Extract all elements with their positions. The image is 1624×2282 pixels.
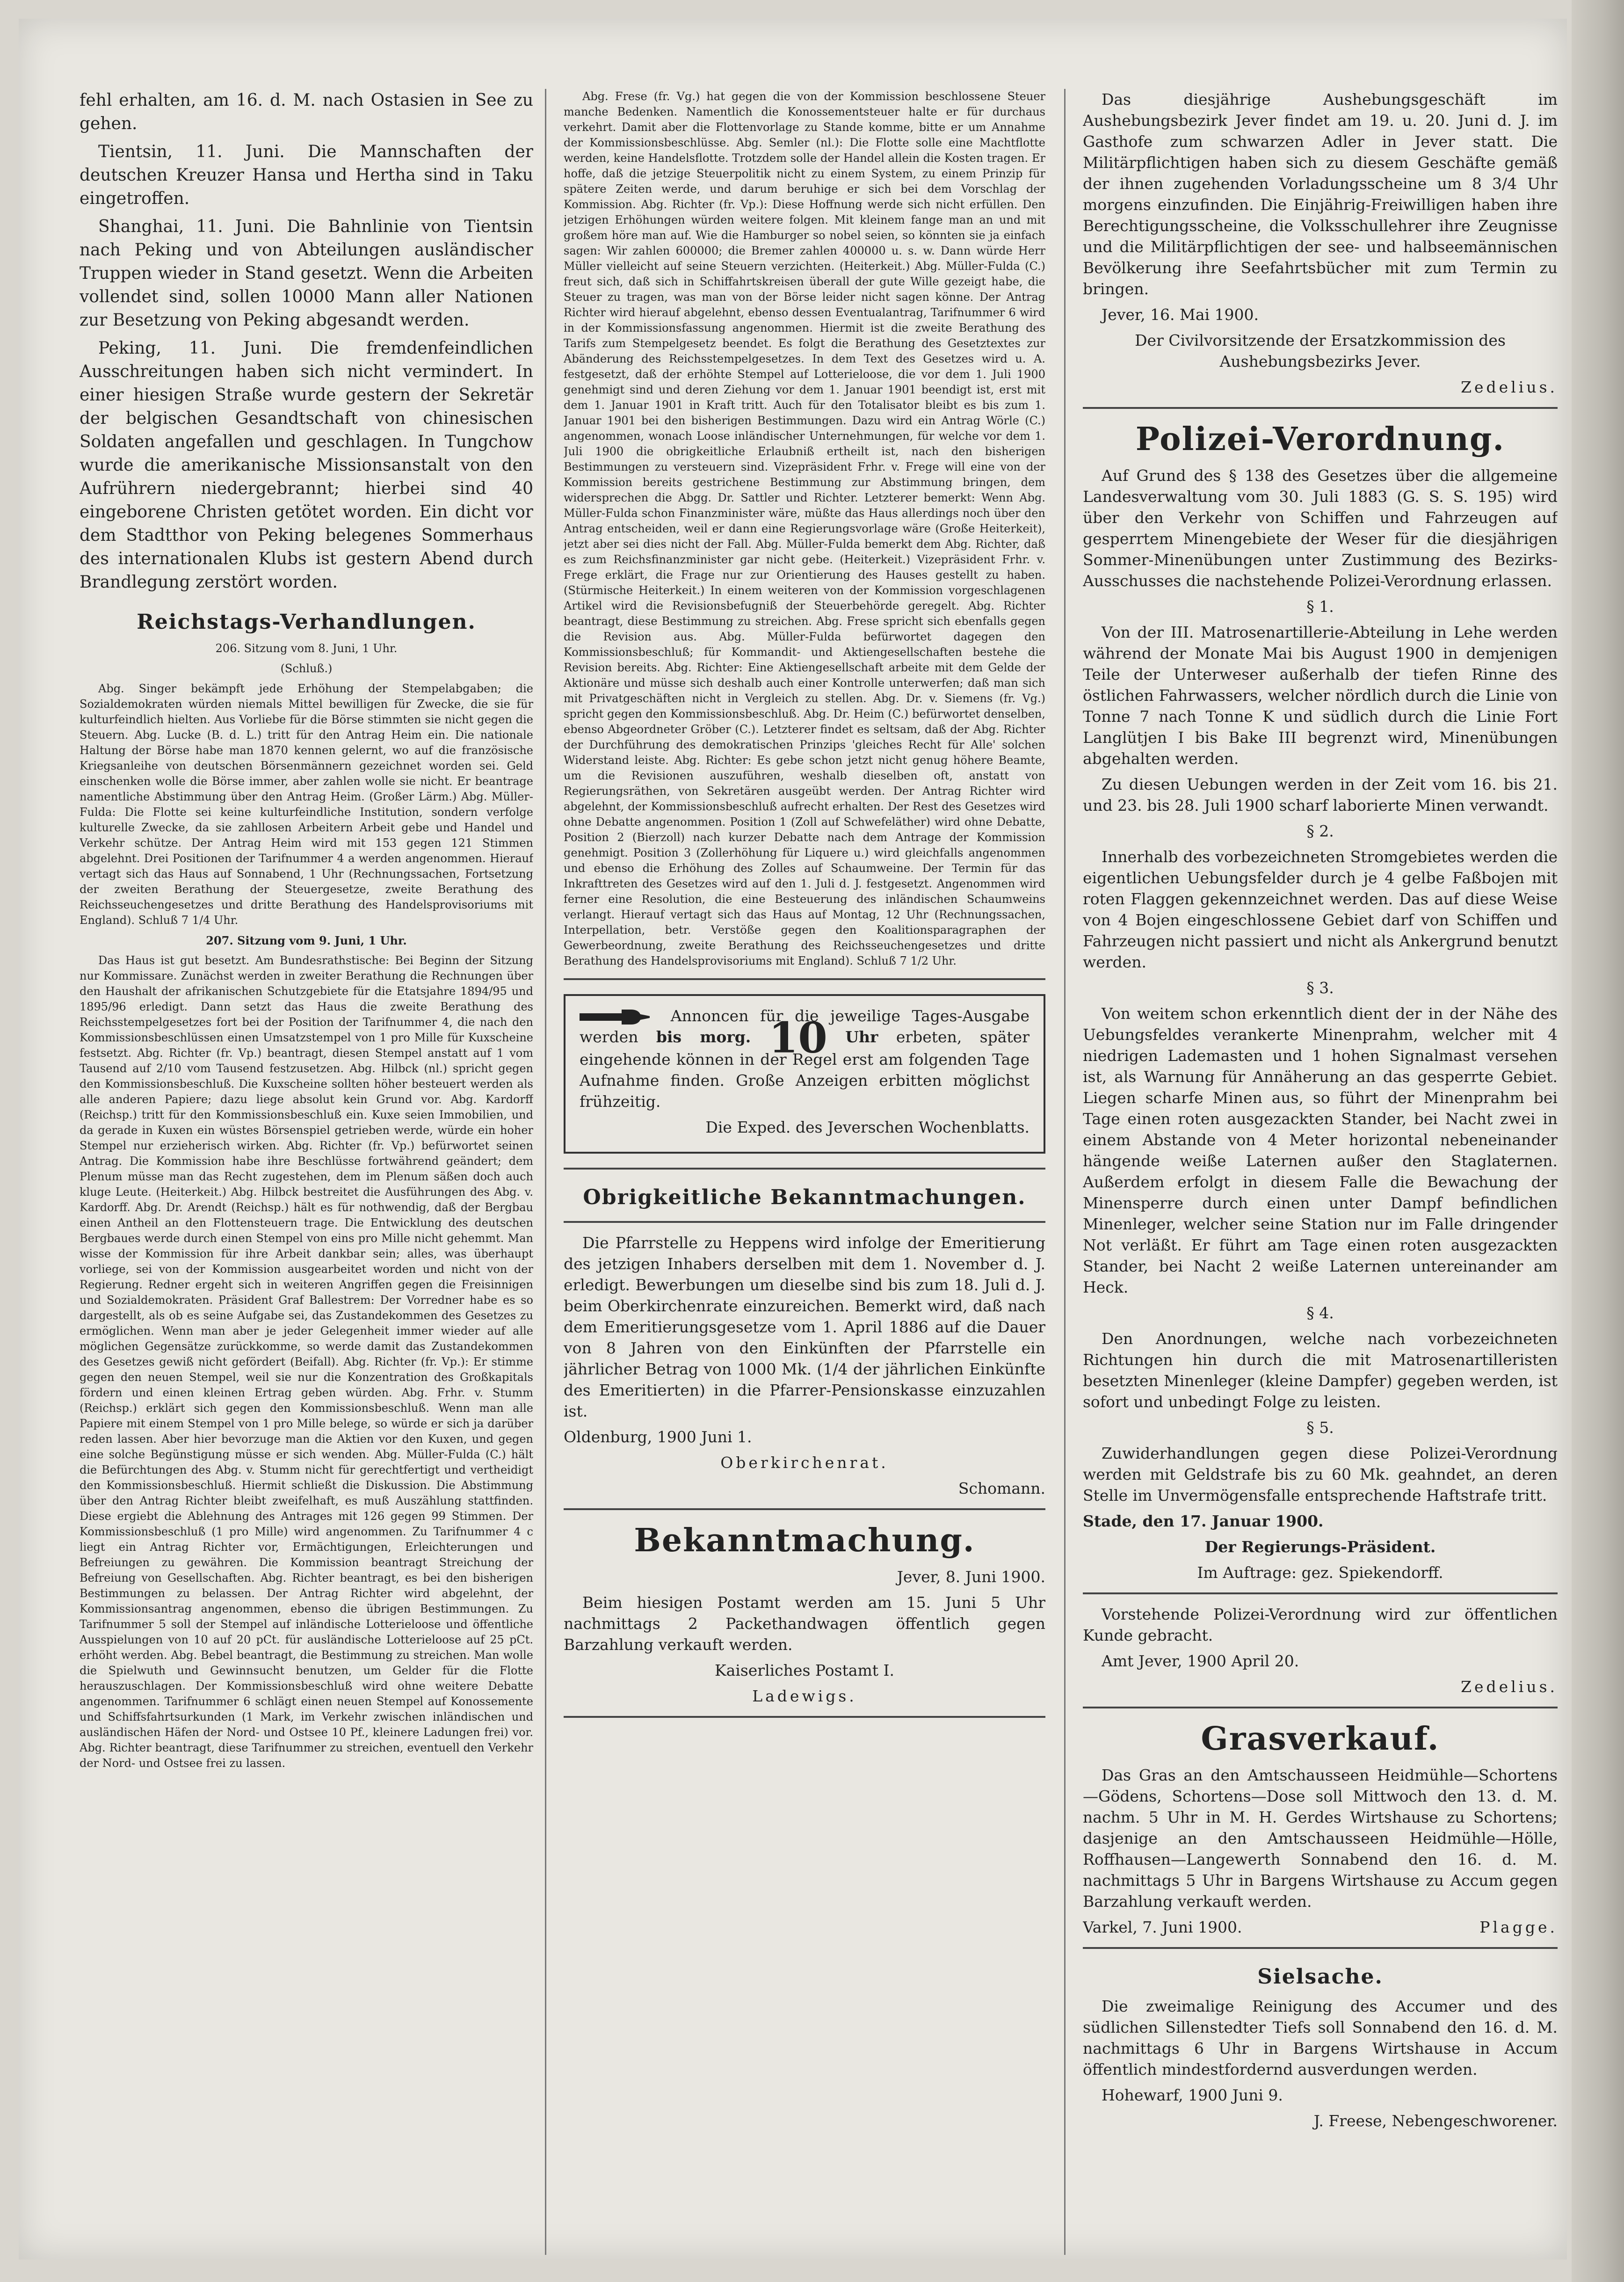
police-amt-date: Amt Jever, 1900 April 20.	[1102, 1652, 1299, 1670]
siel-text: Die zweimalige Reinigung des Accumer und des südlichen Sillenstedter Tiefs soll Sonnabend den 16. d. M. nachmittags 6 Uhr in Bargens Wirtshause in Accum öffentlich mindestfordernd ausverdungen werden.	[1083, 1997, 1558, 2079]
news-peking: Peking, 11. Juni. Die fremdenfeindlichen Ausschreitungen haben sich nicht vermindert. In einer hiesigen Straße wurde gestern der Sekretär der belgischen Gesandtschaft von chinesischen Soldaten angefallen und geschlagen. In Tungchow wurde die amerikanische Missionsanstalt von den Aufrührern niedergebrannt; hierbei sind 40 eingeborene Christen getötet worden. Ein dicht vor dem Stadtthor von Peking belegenes Sommerhaus des internationalen Klubs ist gestern Abend durch Brandlegung zerstört worden.	[80, 339, 533, 592]
aushebung-signature: Der Civilvorsitzende der Ersatzkommission des Aushebungsbezirks Jever.	[1135, 331, 1506, 371]
paragraph-number: § 1.	[1306, 597, 1334, 616]
debate-text: Abg. Frese (fr. Vg.) hat gegen die von der Kommission beschlossene Steuer manche Bedenken. Namentlich die Konossementsteuer halte er für durchaus verkehrt. Damit aber die Flottenvorlage zu Stande komme, bitte er um Annahme der Kommissionsbeschlüsse. Abg. Semler (nl.): Die Flotte solle eine Machtflotte werden, keine Handelsflotte. Trotzdem solle der Handel allein die Kosten tragen. Er hoffe, daß die jetzige Steuerpolitik nicht zu einem System, zu einem Prinzip für spätere Zeiten werde, und darum beruhige er sich bei dem Vorschlag der Kommission. Abg. Richter (fr. Vp.): Diese Hoffnung werde sich nicht erfüllen. Den jetzigen Erhöhungen würden weitere folgen. Mit kleinem fange man an und mit großem höre man auf. Wie die Hamburger so nobel seien, so könnten sie ja einfach sagen: Wir zahlen 600000; die Bremer zahlen 400000 u. s. w. Dann würde Herr Müller vielleicht auf seine Steuern verzichten. (Heiterkeit.) Abg. Müller-Fulda (C.) freut sich, daß sich in Schiffahrtskreisen überall der gute Wille gezeigt habe, die Steuer zu tragen, was man von der Börse leider nicht sagen könne. Der Antrag Richter wird hierauf abgelehnt, ebenso dessen Eventualantrag, Tarifnummer 6 wird in der Kommissionsfassung angenommen. Hiermit ist die zweite Berathung des Tarifs zum Stempelgesetz beendet. Es folgt die Berathung des Gesetztextes zur Abänderung des Reichsstempelgesetzes. In dem Text des Gesetzes wird u. A. festgesetzt, daß der erhöhte Stempel auf Lotterieloose, die vor dem 1. Juli 1900 genehmigt sind und deren Ziehung vor dem 1. Januar 1901 beendigt ist, erst mit dem 1. Januar 1901 in Kraft tritt. Auch für den Totalisator bleibt es bis zum 1. Januar 1901 bei den bisherigen Bestimmungen. Dazu wird ein Antrag Wörle (C.) angenommen, wonach Loose inländischer Unternehmungen, für welche vor dem 1. Juli 1900 die obrigkeitliche Erlaubniß ertheilt ist, nach den bisherigen Bestimmungen zu versteuern sind. Vizepräsident Frhr. v. Frege will eine von der Kommission bereits gestrichene Bestimmung zur Abstimmung bringen, dem widersprechen die Abgg. Dr. Sattler und Richter. Letzterer bemerkt: Wenn Abg. Müller-Fulda schon Finanzminister wäre, müßte das Haus allerdings noch über den Antrag entscheiden, weil er dann eine Regierungsvorlage wäre (Große Heiterkeit), jetzt aber sei dies nicht der Fall. Abg. Müller-Fulda bemerkt dem Abg. Richter, daß es zum Reichsfinanzminister gar nicht gebe. (Heiterkeit.) Vizepräsident Frhr. v. Frege erklärt, die Frage nur zur Orientierung des Hauses gestellt zu haben. (Stürmische Heiterkeit.) In einem weiteren von der Kommission vorgeschlagenen Artikel wird die Revisionsbefugniß der Steuerbehörde geregelt. Abg. Richter beantragt, diese Bestimmung zu streichen. Abg. Frese spricht sich ebenfalls gegen die Revision aus. Abg. Müller-Fulda befürwortet dagegen den Kommissionsbeschluß; für Kommandit- und Aktiengesellschaften bestehe die Revision bereits. Abg. Richter: Eine Aktiengesellschaft arbeite mit dem Gelde der Aktionäre und müsse sich deshalb auch einer Kontrolle unterwerfen; daß man sich mit Privatgeschäften nicht in Vergleich zu stellen. Abg. Dr. v. Siemens (fr. Vg.) spricht gegen den Kommissionsbeschluß. Abg. Dr. Heim (C.) befürwortet denselben, ebenso Abgeordneter Gröber (C.). Letzterer findet es seltsam, daß der Abg. Richter der Durchführung des demokratischen Prinzips 'gleiches Recht für Alle' solchen Widerstand leiste. Abg. Richter: Es gebe schon jetzt nicht genug höhere Beamte, um die Revisionen auszuführen, weshalb dieselben oft, anstatt von Regierungsräthen, von Sekretären ausgeübt werden. Der Antrag Richter wird abgelehnt, der Kommissionsbeschluß aufrecht erhalten. Der Rest des Gesetzes wird ohne Debatte angenommen. Position 1 (Zoll auf Schwefeläther) wird ohne Debatte, Position 2 (Bierzoll) nach kurzer Debatte nach dem Antrage der Kommission genehmigt. Position 3 (Zollerhöhung für Liquere u.) wird gleichfalls angenommen und ebenso die Erhöhung des Zolles auf Schaumweine. Der Termin für das Inkrafttreten des Gesetzes wird auf den 1. Juli d. J. festgesetzt. Angenommen wird ferner eine Resolution, die eine Besteuerung des inländischen Schaumweins verlangt. Hierauf vertagt sich das Haus auf Montag, 12 Uhr (Rechnungssachen, Interpellation, betr. Verstöße gegen den Koalitionsparagraphen der Gewerbeordnung, zweite Berathung des Reichsseuchengesetzes und dritte Berathung des Handelsprovisoriums mit England). Schluß 7 1/2 Uhr.	[564, 90, 1045, 967]
police-paragraph: Zuwiderhandlungen gegen diese Polizei-Verordnung werden mit Geldstrafe bis zu 60 Mk. geahndet, an deren Stelle im Unvermögensfalle entsprechende Haftstrafe tritt.	[1083, 1444, 1558, 1504]
notice-date: Jever, 8. Juni 1900.	[897, 1567, 1045, 1586]
column-rule	[545, 89, 546, 2255]
section-heading-sielsache: Sielsache.	[1257, 1965, 1383, 1989]
section-heading-bekanntmachung: Bekanntmachung.	[634, 1521, 975, 1559]
police-paragraph: Den Anordnungen, welche nach vorbezeichneten Richtungen hin durch die mit Matrosenartilleristen besetzten Minenleger (kleine Dampfer) gegeben werden, ist sofort und unbedingt Folge zu leisten.	[1083, 1330, 1558, 1411]
news-shanghai: Shanghai, 11. Juni. Die Bahnlinie von Tientsin nach Peking und von Abteilungen ausländischer Truppen wieder in Stand gesetzt. Wenn die Arbeiten vollendet sind, sollen 10000 Mann aller Nationen zur Besetzung von Peking abgesandt werden.	[80, 217, 533, 330]
divider	[1083, 1707, 1558, 1708]
paragraph-number: § 4.	[1306, 1304, 1334, 1322]
police-date: Stade, den 17. Januar 1900.	[1083, 1512, 1324, 1530]
aushebung-text: Das diesjährige Aushebungsgeschäft im Aushebungsbezirk Jever findet am 19. u. 20. Juni d. J. im Gasthofe zum schwarzen Adler in Jever statt. Die Militärpflichtigen haben sich zu diesem Geschäfte gemäß der ihnen zugehenden Vorladungsscheine um 8 3/4 Uhr morgens einzufinden. Die Einjährig-Freiwilligen haben ihre Berechtigungsscheine, die Volksschullehrer ihre Zeugnisse und die Militärpflichtigen der see- und halbseemännischen Bevölkerung ihre Seefahrtsbücher mit zum Termin zu bringen.	[1083, 90, 1558, 298]
notice-signature-name: Ladewigs.	[752, 1686, 857, 1705]
notice-signature-name: Schomann.	[958, 1479, 1045, 1497]
debate-text: Das Haus ist gut besetzt. Am Bundesrathstische: Bei Beginn der Sitzung nur Kommissare. Zunächst werden in zweiter Berathung die Rechnungen über den Haushalt der afrikanischen Schutzgebiete für die Etatsjahre 1894/95 und 1895/96 erledigt. Dann setzt das Haus die zweite Berathung des Reichsstempelgesetzes fort bei der Position der Tarifnummer 4, die nach den Kommissionsbeschlüssen einen Umsatzstempel von 1 pro Mille für Kuxscheine festsetzt. Abg. Richter (fr. Vp.) beantragt, diesen Stempel anstatt auf 1 vom Tausend auf 2/10 vom Tausend festzusetzen. Abg. Hilbck (nl.) spricht gegen den Kommissionsbeschluß. Die Kuxscheine sollten höher besteuert werden als alle anderen Papiere; dazu liege absolut kein Grund vor. Abg. Kardorff (Reichsp.) tritt für den Kommissionsbeschluß ein. Kuxe seien Immobilien, und da gerade in Kuxen ein wüstes Börsenspiel getrieben werde, würde ein hoher Stempel nur erzieherisch wirken. Abg. Richter (fr. Vp.) befürwortet seinen Antrag. Die Kommission habe ihre Beschlüsse fortwährend geändert; dem Plenum müsse man das Recht zugestehen, dem im Plenum säßen doch auch kluge Leute. (Heiterkeit.) Abg. Hilbck bestreitet die Ausführungen des Abg. v. Kardorff. Abg. Dr. Arendt (Reichsp.) hält es für nothwendig, daß der Bergbau einen Antheil an den Flottensteuern trage. Die Entwicklung des deutschen Bergbaues werde durch einen Stempel von eins pro Mille nicht gehemmt. Man wisse der Kommission für ihre Arbeit dankbar sein; alles, was überhaupt vorliege, sei von der Kommission ausgearbeitet worden und nicht von der Regierung. Redner ergeht sich in weiteren Angriffen gegen die Freisinnigen und Sozialdemokraten. Präsident Graf Ballestrem: Der Vorredner habe es so dargestellt, als ob es seine Aufgabe sei, das Zustandekommen des Gesetzes zu ermöglichen. Wenn man aber je jeder Gelegenheit immer wieder auf alle möglichen Gegensätze zurückkomme, so werde damit das Zustandekommen des Gesetzes gewiß nicht gefördert (Beifall). Abg. Richter (fr. Vp.): Er stimme gegen den neuen Stempel, weil sie nur die Konzentration des Großkapitals fördern und einen kleinen Ertrag geben würden. Abg. Frhr. v. Stumm (Reichsp.) erklärt sich gegen den Kommissionsbeschluß. Wenn man alle Papiere mit einem Stempel von 1 pro Mille belege, so würde er sich ja darüber reden lassen. Aber hier bevorzuge man die Aktien vor den Kuxen, und gegen eine solche Begünstigung müsse er sich wenden. Abg. Müller-Fulda (C.) hält die Befürchtungen des Abg. v. Stumm nicht für gerechtfertigt und vertheidigt den Kommissionsbeschluß. Hiermit schließt die Diskussion. Die Abstimmung über den Antrag Richter bleibt zweifelhaft, es muß Auszählung stattfinden. Diese ergiebt die Ablehnung des Antrages mit 126 gegen 99 Stimmen. Der Kommissionsbeschluß (1 pro Mille) wird angenommen. Zu Tarifnummer 4 c liegt ein Antrag Richter vor, Ermächtigungen, Erleichterungen und Befreiungen zu gewähren. Die Kommission beantragt Streichung der Befreiung von Gesellschaften. Abg. Richter beantragt, es bei den bisherigen Bestimmungen zu belassen. Der Antrag Richter wird abgelehnt, der Kommissionsantrag angenommen, ebenso die übrigen Bestimmungen. Zu Tarifnummer 5 soll der Stempel auf inländische Lotterieloose und öffentliche Ausspielungen von 10 auf 20 pCt. für ausländische Lotterieloose auf 25 pCt. erhöht werden. Abg. Bebel beantragt, die Bestimmung zu streichen. Man wolle die Spielwuth und Gewinnsucht benutzen, um Gelder für die Flotte herauszuschlagen. Der Kommissionsbeschluß wird ohne weitere Debatte angenommen. Tarifnummer 6 schlägt einen neuen Stempel auf Konossemente und Schiffsfahrtsurkunden (1 Mark, im Verkehr zwischen inländischen und ausländischen Häfen der Nord- und Ostsee 10 Pf., kleinere Ladungen frei) vor. Abg. Richter beantragt, diese Tarifnummer zu streichen, eventuell den Verkehr der Nord- und Ostsee frei zu lassen.	[80, 954, 533, 1770]
aushebung-name: Zedelius.	[1461, 378, 1558, 396]
advertisement-box	[564, 994, 1045, 1154]
divider	[1083, 1947, 1558, 1949]
police-intro: Auf Grund des § 138 des Gesetzes über die allgemeine Landesverwaltung vom 30. Juli 1883 (G. S. S. 195) wird über den Verkehr von Schiffen und Fahrzeugen auf gesperrtem Minengebiete der Weser für die diesjährigen Sommer-Minenübungen unter Zustimmung des Bezirks-Ausschusses die nachstehende Polizei-Verordnung erlassen.	[1083, 466, 1558, 590]
news-paragraph: fehl erhalten, am 16. d. M. nach Ostasien in See zu gehen.	[80, 91, 533, 133]
ad-signature: Die Exped. des Jeverschen Wochenblatts.	[705, 1118, 1030, 1136]
section-heading-grasverkauf: Grasverkauf.	[1201, 1720, 1440, 1758]
ad-uhr: Uhr	[845, 1028, 878, 1046]
notice-signature: Oberkirchenrat.	[720, 1453, 889, 1472]
notice-place-date: Oldenburg, 1900 Juni 1.	[564, 1427, 752, 1446]
notice-signature: Kaiserliches Postamt I.	[714, 1661, 895, 1679]
section-heading-reichstag: Reichstags-Verhandlungen.	[137, 610, 476, 634]
divider	[564, 978, 1045, 980]
divider	[1083, 1592, 1558, 1594]
gras-name: Plagge.	[1479, 1918, 1558, 1936]
column-2	[564, 89, 1045, 1727]
notice-text: Die Pfarrstelle zu Heppens wird infolge der Emeritierung des jetzigen Inhabers derselben mit dem 1. November d. J. erledigt. Bewerbungen um dieselbe sind bis zum 18. Juli d. J. beim Oberkirchenrate einzureichen. Bemerkt wird, daß nach dem Emeritierungsgesetze vom 1. April 1886 auf die Dauer von 8 Jahren von den Einkünften der Pfarrstelle ein jährlicher Betrag von 1000 Mk. (1/4 der jährlichen Einkünfte des Emeritierten) in die Pfarrer-Pensionskasse einzuzahlen ist.	[564, 1233, 1045, 1420]
ad-deadline: bis morg.	[656, 1028, 751, 1046]
paragraph-number: § 3.	[1306, 979, 1334, 997]
session-title: 206. Sitzung vom 8. Juni, 1 Uhr.	[215, 642, 398, 655]
page-fold-shadow	[1572, 0, 1624, 2282]
continued-note: (Schluß.)	[280, 662, 333, 675]
divider	[564, 1221, 1045, 1223]
paragraph-number: § 2.	[1306, 822, 1334, 840]
aushebung-date: Jever, 16. Mai 1900.	[1102, 305, 1259, 324]
police-paragraph: Innerhalb des vorbezeichneten Stromgebietes werden die eigentlichen Uebungsfelder durch je 4 gelbe Faßbojen mit roten Flaggen gekennzeichnet werden. Das auf diese Weise von 4 Bojen eingeschlossene Gebiet darf von Schiffen und Fahrzeugen nicht passiert und nicht als Ankergrund benutzt werden.	[1083, 848, 1558, 971]
police-note: Vorstehende Polizei-Verordnung wird zur öffentlichen Kunde gebracht.	[1083, 1605, 1558, 1644]
gras-date: Varkel, 7. Juni 1900.	[1083, 1918, 1242, 1936]
column-1	[80, 89, 533, 1776]
police-name: Zedelius.	[1461, 1678, 1558, 1696]
column-rule	[1064, 89, 1066, 2255]
section-heading-obrigkeitliche: Obrigkeitliche Bekanntmachungen.	[583, 1185, 1026, 1209]
divider	[564, 1508, 1045, 1510]
police-paragraph: Zu diesen Uebungen werden in der Zeit vom 16. bis 21. und 23. bis 28. Juli 1900 scharf laborierte Minen verwandt.	[1083, 775, 1558, 814]
newspaper-page	[19, 19, 1567, 2260]
police-signature: Der Regierungs-Präsident.	[1204, 1538, 1436, 1556]
divider	[564, 1168, 1045, 1170]
section-heading-polizei: Polizei-Verordnung.	[1135, 421, 1505, 458]
police-paragraph: Von der III. Matrosenartillerie-Abteilung in Lehe werden während der Monate Mai bis August 1900 in demjenigen Teile der Unterweser außerhalb der tiefen Rinne des östlichen Fahrwassers, welcher nördlich durch die Linie von Tonne 7 nach Tonne K und südlich durch die Linie Fort Langlütjen I bis Bake III begrenzt wird, Minenübungen abgehalten werden.	[1083, 623, 1558, 768]
police-paragraph: Von weitem schon erkenntlich dient der in der Nähe des Uebungsfeldes verankerte Minenprahm, welcher mit 4 niedrigen Lademasten und 1 hohen Signalmast versehen ist, als Warnung für Annäherung an das gesperrte Gebiet. Liegen scharfe Minen aus, so führt der Minenprahm bei Tage einen roten ausgezackten Stander, bei Nacht zwei in einem Abstande von 4 Meter horizontal nebeneinander hängende weiße Laternen außer den Staglaternen. Außerdem erfolgt in diesem Falle die Bewachung der Minensperre durch einen unter Dampf befindlichen Minenleger, welcher seine Station nur im Falle dringender Not verläßt. Er führt am Tage einen roten ausgezackten Stander, bei Nacht 2 weiße Laternen untereinander am Heck.	[1083, 1004, 1558, 1296]
column-3	[1083, 89, 1558, 2136]
session-title: 207. Sitzung vom 9. Juni, 1 Uhr.	[206, 934, 407, 947]
pointing-hand-icon	[580, 1008, 650, 1026]
debate-text: Abg. Singer bekämpft jede Erhöhung der Stempelabgaben; die Sozialdemokraten würden niemals Mittel bewilligen für Zwecke, die sie für kulturfeindlich hielten. Aus Vorliebe für die Börse stimmten sie nicht gegen die Steuern. Abg. Lucke (B. d. L.) tritt für den Antrag Heim ein. Die nationale Haltung der Börse habe man 1870 kennen gelernt, wo auf die französische Kriegsanleihe von deutschen Börsenmännern gezeichnet worden sei. Geld einschenken wolle die Börse immer, aber zahlen wolle sie nicht. Er beantrage namentliche Abstimmung über den Antrag Heim. (Großer Lärm.) Abg. Müller-Fulda: Die Flotte sei keine kulturfeindliche Institution, sondern verfolge kulturelle Zwecke, da sie zahllosen Arbeitern Arbeit gebe und Handel und Verkehr schütze. Der Antrag Heim wird mit 153 gegen 121 Stimmen abgelehnt. Drei Positionen der Tarifnummer 4 a werden angenommen. Hierauf vertagt sich das Haus auf Sonnabend, 1 Uhr (Rechnungssachen, Fortsetzung der zweiten Berathung der Steuergesetze, zweite Berathung des Reichsseuchengesetzes und dritte Berathung des Handelsprovisoriums mit England). Schluß 7 1/4 Uhr.	[80, 682, 533, 927]
ad-line: Annoncen für die jeweilige Tages-Ausgabe werden	[580, 1007, 1030, 1046]
ad-hour: 10	[768, 1013, 827, 1063]
paragraph-number: § 5.	[1306, 1418, 1334, 1437]
divider	[1083, 407, 1558, 409]
notice-text: Beim hiesigen Postamt werden am 15. Juni 5 Uhr nachmittags 2 Packethandwagen öffentlich gegen Barzahlung verkauft werden.	[564, 1593, 1045, 1654]
gras-text: Das Gras an den Amtschausseen Heidmühle—Schortens—Gödens, Schortens—Dose soll Mittwoch den 13. d. M. nachm. 5 Uhr in M. H. Gerdes Wirtshause zu Schortens; dasjenige an den Amtschausseen Heidmühle—Hölle, Roffhausen—Langewerth Sonnabend den 16. d. M. nachmittags 5 Uhr in Bargens Wirtshause zu Accum gegen Barzahlung verkauft werden.	[1083, 1766, 1558, 1911]
ad-line: erbeten, später eingehende können in der Regel erst am folgenden Tage Aufnahme finden. Große Anzeigen erbitten möglichst frühzeitig.	[580, 1028, 1030, 1111]
news-tientsin: Tientsin, 11. Juni. Die Mannschaften der deutschen Kreuzer Hansa und Hertha sind in Taku eingetroffen.	[80, 142, 533, 208]
divider	[564, 1716, 1045, 1718]
siel-name: J. Freese, Nebengeschworener.	[1313, 2112, 1558, 2130]
police-signature-name: Im Auftrage: gez. Spiekendorff.	[1197, 1563, 1443, 1582]
siel-date: Hohewarf, 1900 Juni 9.	[1102, 2086, 1283, 2104]
